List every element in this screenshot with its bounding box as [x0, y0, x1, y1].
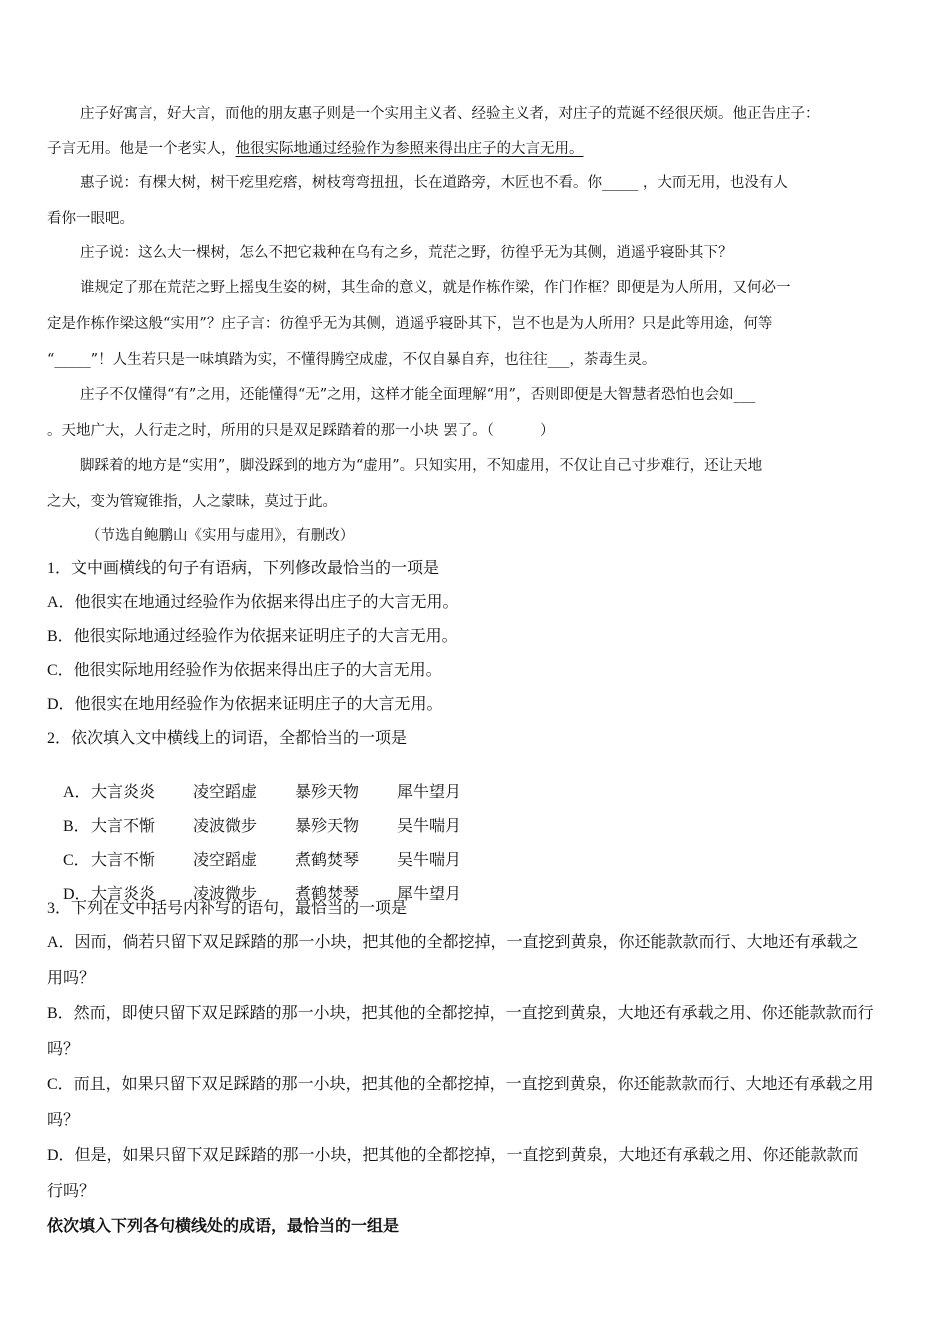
answer-option-continued: 吗？: [47, 1112, 80, 1129]
passage-line: “_____”！人生若只是一味填踏为实，不懂得腾空成虚，不仅自暴自弃，也往往___，荼毒生灵。: [47, 352, 657, 368]
option-label: C．: [63, 852, 90, 869]
answer-option: A．他很实在地通过经验作为依据来得出庄子的大言无用。: [47, 594, 459, 611]
answer-option: A．因而，倘若只留下双足踩踏的那一小块，把其他的全都挖掉，一直挖到黄泉，你还能款款而行、大地还有承载之: [47, 934, 859, 951]
answer-option-continued: 吗？: [47, 1041, 80, 1058]
passage-line: 庄子说：这么大一棵树，怎么不把它栽种在乌有之乡，荒茫之野，彷徨乎无为其侧，逍遥乎寝卧其下？: [80, 245, 733, 261]
question-stem: 1．文中画横线的句子有语病，下列修改最恰当的一项是: [47, 560, 440, 577]
passage-line: 谁规定了那在荒茫之野上摇曳生姿的树，其生命的意义，就是作栋作梁，作门作框？即便是为人所用，又何必一: [80, 280, 791, 296]
option-word: 凌空蹈虚: [193, 852, 258, 869]
passage-line: 看你一眼吧。: [47, 211, 134, 227]
option-word: 大言不惭: [91, 852, 156, 869]
option-word: 煮鹤焚琴: [295, 852, 360, 869]
question-stem: 3．下列在文中括号内补写的语句，最恰当的一项是: [47, 900, 408, 917]
option-word: 犀牛望月: [397, 886, 462, 903]
passage-line: 定是作栋作梁这般“实用”？庄子言：彷徨乎无为其侧，逍遥乎寝卧其下，岂不也是为人所用？只是此等用途，何等: [47, 316, 773, 332]
option-label: D．: [63, 886, 91, 903]
option-word: 煮鹤焚琴: [295, 886, 360, 903]
passage-line: 。天地广大，人行走之时，所用的只是双足踩踏着的那一小块 罢了。（ ）: [47, 423, 555, 439]
answer-option: D．他很实在地用经验作为依据来证明庄子的大言无用。: [47, 696, 443, 713]
answer-option: B．然而，即使只留下双足踩踏的那一小块，把其他的全都挖掉，一直挖到黄泉，大地还有承载之用、你还能款款而行: [47, 1005, 874, 1022]
passage-line: 脚踩着的地方是“实用”，脚没踩到的地方为“虚用”。只知实用，不知虚用，不仅让自己寸步难行，还让天地: [80, 458, 763, 474]
passage-text: 子言无用。他是一个老实人，: [47, 141, 236, 157]
option-word: 大言不惭: [91, 818, 156, 835]
option-word: 大言炎炎: [91, 886, 156, 903]
source-citation: （节选自鲍鹏山《实用与虚用》，有删改）: [86, 528, 355, 544]
option-word: 吴牛喘月: [397, 818, 462, 835]
underlined-sentence: 他很实际地通过经验作为参照来得出庄子的大言无用。: [235, 141, 584, 157]
option-word: 吴牛喘月: [397, 852, 462, 869]
option-label: A．: [63, 784, 91, 801]
passage-line: 庄子好寓言，好大言，而他的朋友惠子则是一个实用主义者、经验主义者，对庄子的荒诞不经很厌烦。他正告庄子：: [80, 106, 820, 122]
section-heading: 依次填入下列各句横线处的成语，最恰当的一组是: [47, 1218, 400, 1235]
passage-line: 之大，变为管窥锥指，人之蒙昧，莫过于此。: [47, 494, 337, 510]
answer-option: B．他很实际地通过经验作为依据来证明庄子的大言无用。: [47, 628, 458, 645]
option-word: 凌波微步: [193, 886, 258, 903]
option-word: 犀牛望月: [397, 784, 462, 801]
option-word: 暴殄天物: [295, 784, 360, 801]
option-word: 凌波微步: [193, 818, 258, 835]
option-word: 暴殄天物: [295, 818, 360, 835]
passage-line: [0, 139, 950, 159]
option-word: 大言炎炎: [91, 784, 156, 801]
option-label: B．: [63, 818, 90, 835]
answer-option: C．他很实际地用经验作为依据来得出庄子的大言无用。: [47, 662, 442, 679]
answer-option-continued: 行吗？: [47, 1183, 96, 1200]
passage-line: 庄子不仅懂得“有”之用，还能懂得“无”之用，这样才能全面理解“用”，否则即便是大智慧者恐怕也会如___: [80, 387, 756, 403]
passage-line: 惠子说：有棵大树，树干疙里疙瘩，树枝弯弯扭扭，长在道路旁，木匠也不看。你_____ ，大而无用，也没有人: [80, 175, 788, 191]
option-word: 凌空蹈虚: [193, 784, 258, 801]
answer-option: C．而且，如果只留下双足踩踏的那一小块，把其他的全都挖掉，一直挖到黄泉，你还能款款而行、大地还有承载之用: [47, 1076, 874, 1093]
answer-option-continued: 用吗？: [47, 970, 96, 987]
answer-option: D．但是，如果只留下双足踩踏的那一小块，把其他的全都挖掉，一直挖到黄泉，大地还有承载之用、你还能款款而: [47, 1147, 859, 1164]
question-stem: 2．依次填入文中横线上的词语，全都恰当的一项是: [47, 730, 408, 747]
